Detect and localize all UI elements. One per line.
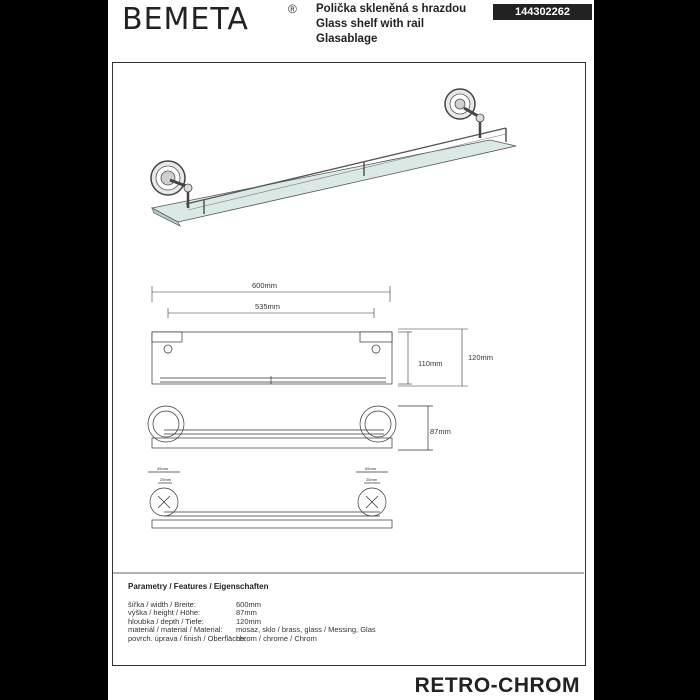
dim-height-inner: 110mm bbox=[418, 359, 443, 368]
dim-small-left-a: 45mm bbox=[157, 466, 169, 471]
param-value: 120mm bbox=[236, 616, 262, 626]
param-label: povrch. úprava / finish / Oberfläche: bbox=[128, 633, 247, 643]
registered-mark: ® bbox=[288, 2, 297, 16]
param-row bbox=[128, 635, 376, 643]
product-code: 144302262 bbox=[493, 4, 592, 20]
series-name: RETRO-CHROM bbox=[414, 674, 580, 697]
shelf-illustration bbox=[151, 89, 516, 226]
param-value: 600mm bbox=[236, 600, 262, 609]
param-value: chrom / chrome / Chrom bbox=[236, 633, 317, 643]
param-value: 87mm bbox=[236, 608, 257, 618]
side-view bbox=[148, 406, 433, 450]
front-view bbox=[152, 332, 392, 384]
param-label: hloubka / depth / Tiefe: bbox=[128, 616, 204, 626]
product-sheet bbox=[108, 0, 594, 700]
parameters-heading: Parametry / Features / Eigenschaften bbox=[128, 582, 269, 591]
brand-logo: BEMETA bbox=[122, 2, 249, 37]
dim-small-right-b: 25mm bbox=[366, 477, 378, 482]
dim-small-left-b: 25mm bbox=[160, 477, 172, 482]
product-name-en: Glass shelf with rail bbox=[316, 18, 425, 30]
dim-height-outer: 120mm bbox=[468, 353, 494, 362]
product-name-cz: Polička skleněná s hrazdou bbox=[316, 3, 467, 15]
dim-small-right-a: 65mm bbox=[365, 466, 377, 471]
param-label: šířka / width / Breite: bbox=[128, 600, 196, 609]
height-dimensions bbox=[398, 329, 468, 386]
bottom-view bbox=[148, 472, 392, 528]
parameters-table bbox=[128, 582, 376, 643]
param-value: mosaz, sklo / brass, glass / Messing, Glas bbox=[236, 625, 376, 635]
dim-depth: 87mm bbox=[430, 427, 451, 436]
product-name-de: Glasablage bbox=[316, 33, 378, 45]
dim-total-width: 600mm bbox=[252, 281, 278, 290]
param-label: materiál / material / Material: bbox=[128, 625, 223, 635]
dim-inner-width: 535mm bbox=[255, 302, 281, 311]
param-label: výška / height / Höhe: bbox=[128, 608, 201, 618]
